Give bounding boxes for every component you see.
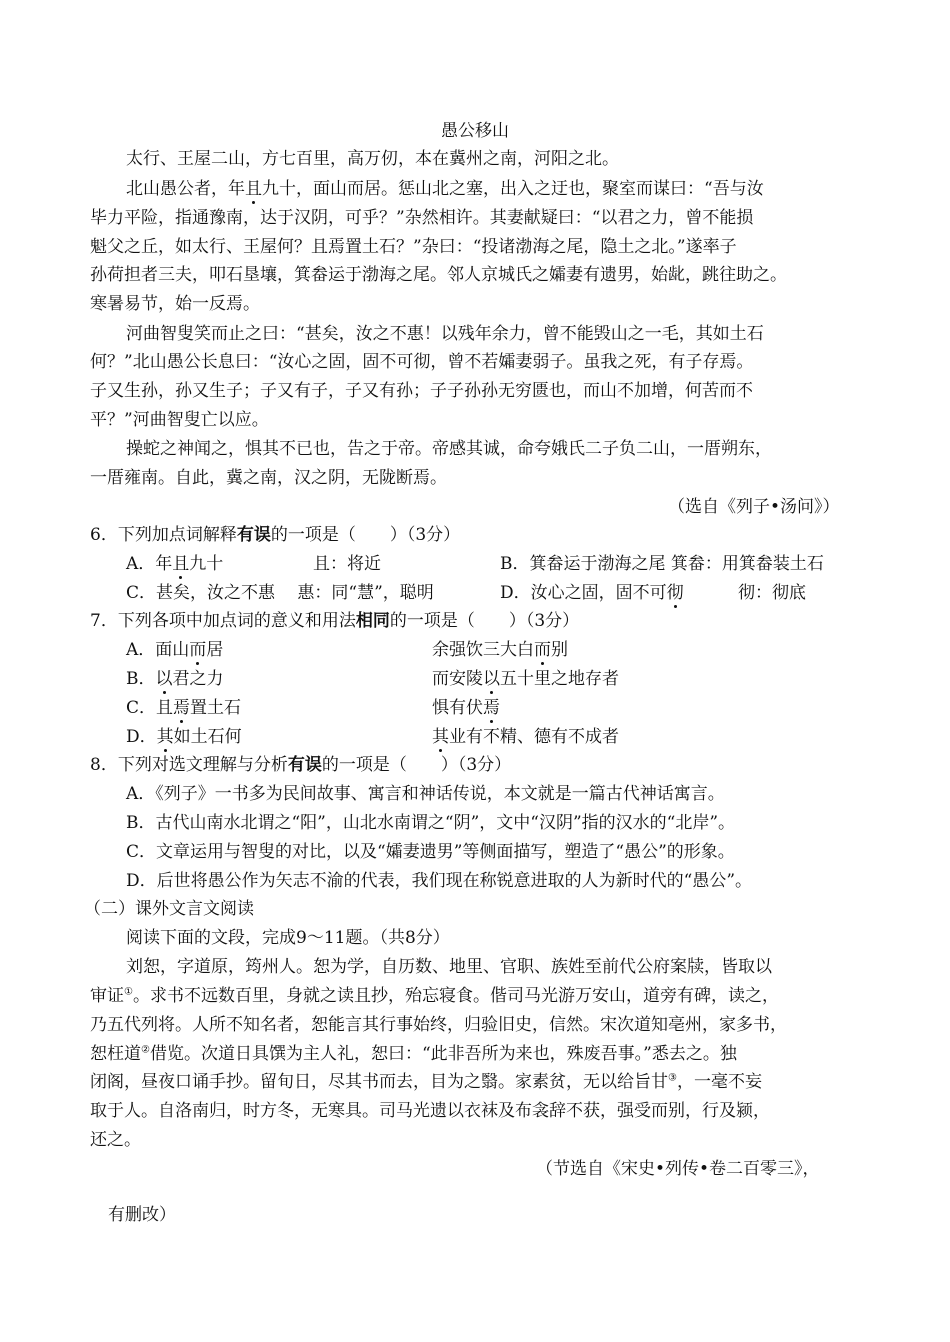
passage-line-2: 北山愚公者，年且九十，面山而居。惩山北之塞，出入之迂也，聚室而谋曰：“吾与汝 xyxy=(126,179,764,199)
footnote-marker-2: ② xyxy=(141,1044,150,1056)
passage2-source-continued: 有删改） xyxy=(108,1205,176,1225)
question-6-option-c: C．甚矣，汝之不惠 惠：同“慧”，聪明 xyxy=(126,583,434,603)
passage2-line-7: 还之。 xyxy=(90,1130,141,1150)
question-6-option-d: D．汝心之固，固不可彻 xyxy=(500,583,684,603)
passage-line-6: 寒暑易节，始一反焉。 xyxy=(90,294,260,314)
question-8-option-c: C．文章运用与智叟的对比，以及“孀妻遗男”等侧面描写，塑造了“愚公”的形象。 xyxy=(126,842,735,862)
question-7-option-b-right: 而安陵以五十里之地存者 xyxy=(432,669,619,689)
footnote-marker-3: ③ xyxy=(668,1072,677,1084)
passage-source: （选自《列子•汤问》） xyxy=(668,497,840,517)
question-6-option-b: B．箕畚运于渤海之尾 箕畚：用箕畚装土石 xyxy=(500,554,824,574)
question-8-option-a: A．《列子》一书多为民间故事、寓言和神话传说，本文就是一篇古代神话寓言。 xyxy=(126,784,725,804)
passage2-line-5: 闭阁，昼夜口诵手抄。留旬日，尽其书而去，目为之翳。家素贫，无以给旨甘③，一毫不妄 xyxy=(90,1072,762,1092)
passage2-line-2: 审证①。求书不远数百里，身就之读且抄，殆忘寝食。偕司马光游万安山，道旁有碑，读之， xyxy=(90,986,779,1006)
question-6-option-a: A．年且九十 xyxy=(126,554,224,574)
question-7-option-c-right: 惧有伏焉 xyxy=(432,698,500,718)
question-8-option-b: B．古代山南水北谓之“阳”，山北水南谓之“阴”，文中“汉阴”指的汉水的“北岸”。 xyxy=(126,813,736,833)
passage-line-9: 子又生孙，孙又生子；子又有子，子又有孙；子子孙孙无穷匮也，而山不加增，何苦而不 xyxy=(90,381,753,401)
question-8-stem: 8．下列对选文理解与分析有误的一项是（ ）（3分） xyxy=(90,755,512,775)
passage2-line-3: 乃五代列将。人所不知名者，恕能言其行事始终，归验旧史，信然。宋次道知亳州，家多书， xyxy=(90,1015,787,1035)
passage2-line-4: 恕枉道②借览。次道日具馔为主人礼，恕曰：“此非吾所为来也，殊废吾事。”悉去之。独 xyxy=(90,1044,737,1064)
passage2-line-1: 刘恕，字道原，筠州人。恕为学，自历数、地里、官职、族姓至前代公府案牍，皆取以 xyxy=(126,957,772,977)
passage-line-5: 孙荷担者三夫，叩石垦壤，箕畚运于渤海之尾。邻人京城氏之孀妻有遗男，始龀，跳往助之。 xyxy=(90,265,787,285)
question-6-stem: 6．下列加点词解释有误的一项是（ ）（3分） xyxy=(90,525,461,545)
question-7-option-d-right: 其业有不精、德有不成者 xyxy=(432,727,619,747)
passage-title: 愚公移山 xyxy=(441,121,509,141)
question-7-stem: 7．下列各项中加点词的意义和用法相同的一项是（ ）（3分） xyxy=(90,611,580,631)
footnote-marker-1: ① xyxy=(124,986,133,998)
passage-line-8: 何？”北山愚公长息曰：“汝心之固，固不可彻，曾不若孀妻弱子。虽我之死，有子存焉。 xyxy=(90,352,754,372)
passage-line-3: 毕力平险，指通豫南，达于汉阴，可乎？”杂然相许。其妻献疑曰：“以君之力，曾不能损 xyxy=(90,208,754,228)
question-6-option-d-explanation: 彻：彻底 xyxy=(738,583,806,603)
question-7-option-b-left: B．以君之力 xyxy=(126,669,224,689)
passage-line-10: 平？”河曲智叟亡以应。 xyxy=(90,410,269,430)
passage-line-4: 魁父之丘，如太行、王屋何？且焉置土石？”杂曰：“投诸渤海之尾，隐土之北。”遂率子 xyxy=(90,237,737,257)
passage-line-7: 河曲智叟笑而止之曰：“甚矣，汝之不惠！以残年余力，曾不能毁山之一毛，其如土石 xyxy=(126,324,764,344)
question-7-option-a-left: A．面山而居 xyxy=(126,640,224,660)
question-7-option-d-left: D．其如土石何 xyxy=(126,727,242,747)
passage-line-11: 操蛇之神闻之，惧其不已也，告之于帝。帝感其诚，命夸娥氏二子负二山，一厝朔东， xyxy=(126,439,772,459)
question-6-option-a-explanation: 且：将近 xyxy=(313,554,381,574)
section-2-instruction: 阅读下面的文段，完成9～11题。（共8分） xyxy=(126,928,450,948)
passage2-source: （节选自《宋史•列传•卷二百零三》， xyxy=(536,1159,820,1179)
passage2-line-6: 取于人。自洛南归，时方冬，无寒具。司马光遗以衣袜及布衾辞不获，强受而别，行及颍， xyxy=(90,1101,770,1121)
question-7-option-c-left: C．且焉置土石 xyxy=(126,698,242,718)
section-2-heading: （二）课外文言文阅读 xyxy=(84,899,254,919)
passage-line-12: 一厝雍南。自此，冀之南，汉之阴，无陇断焉。 xyxy=(90,468,447,488)
question-7-option-a-right: 余强饮三大白而别 xyxy=(432,640,568,660)
passage-line-1: 太行、王屋二山，方七百里，高万仞，本在冀州之南，河阳之北。 xyxy=(126,149,619,169)
question-8-option-d: D．后世将愚公作为矢志不渝的代表，我们现在称锐意进取的人为新时代的“愚公”。 xyxy=(126,871,753,891)
